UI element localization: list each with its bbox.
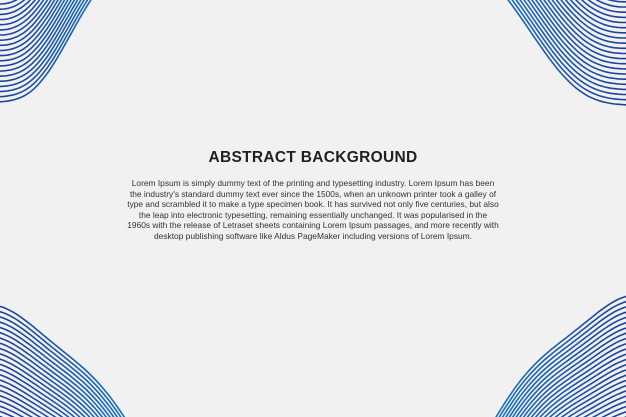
wave-line (355, 0, 626, 84)
wave-line (365, 321, 626, 417)
wave-line (0, 362, 255, 417)
text-block (118, 148, 508, 242)
wave-line (355, 0, 626, 2)
wave-band-top-right (355, 0, 626, 105)
page-title: ABSTRACT BACKGROUND (208, 149, 418, 166)
wave-line (355, 0, 626, 33)
body-paragraph: Lorem Ipsum is simply dummy text of the printing and typesetting industry. Lorem Ipsum has been the industry's standard dummy text ever since the 1500s, when an unknown printer took a galley of type and scrambled it to make a type specimen book. It has survived not only five centuries, but also the leap into electronic typesetting, remaining essentially unchanged. It was popularised in the 1960s with the release of Letraset sheets containing Lorem Ipsum passages, and more recently with desktop publishing software like Aldus PageMaker including versions of Lorem Ipsum. (127, 178, 499, 241)
wave-line (0, 0, 215, 76)
wave-line (355, 0, 626, 69)
wave-line (365, 389, 626, 417)
wave-line (0, 388, 255, 417)
wave-line (365, 300, 626, 417)
wave-line (355, 0, 626, 28)
wave-band-top-left (0, 0, 215, 102)
wave-line (0, 0, 215, 45)
wave-line (355, 0, 626, 74)
wave-line (0, 367, 255, 417)
wave-line (365, 383, 626, 417)
wave-line (355, 0, 626, 64)
wave-band-bottom-left (0, 305, 255, 417)
wave-line (365, 331, 626, 417)
wave-line (355, 0, 626, 79)
wave-line (355, 0, 626, 12)
wave-line (0, 0, 215, 87)
wave-line (0, 331, 255, 417)
wave-line (365, 368, 626, 417)
wave-band-bottom-right (365, 295, 626, 417)
